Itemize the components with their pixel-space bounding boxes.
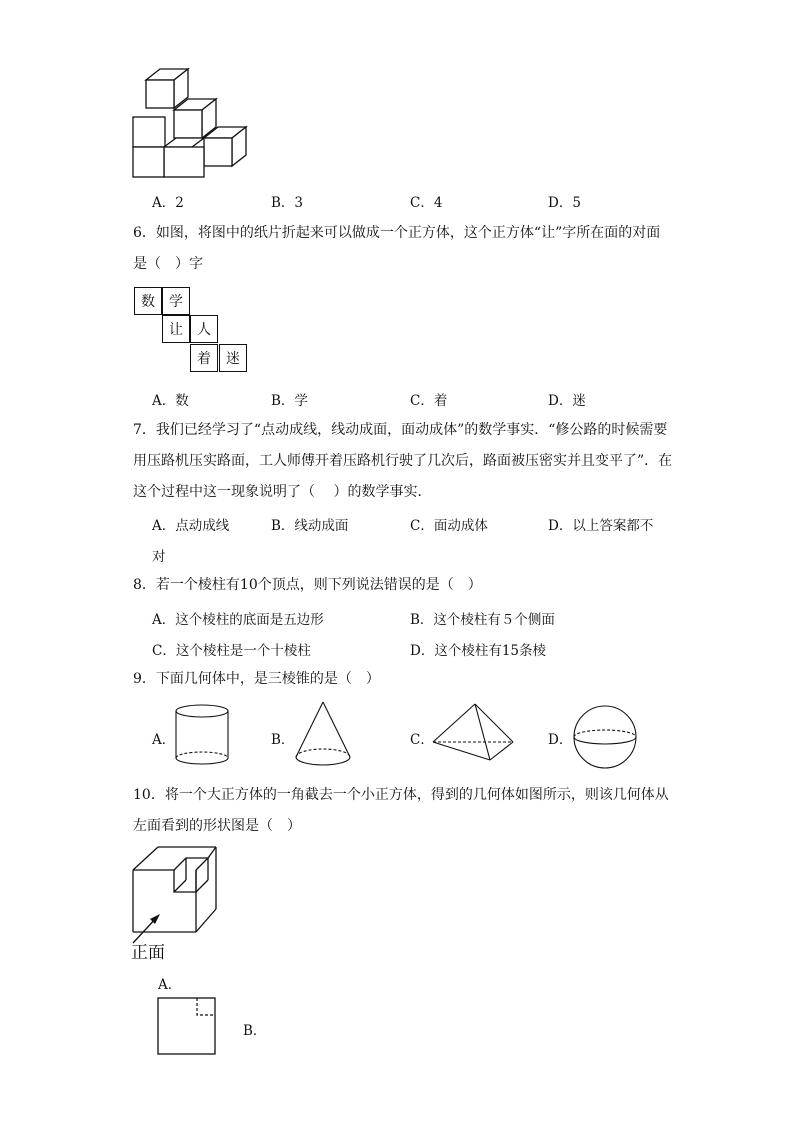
net-cell: 学 [162, 287, 190, 315]
net-cell: 数 [134, 287, 162, 315]
q10-option-a[interactable]: A． [158, 977, 182, 993]
net-cell: 让 [162, 315, 190, 343]
net-cell: 人 [190, 315, 218, 343]
q7-option-c[interactable]: C．面动成体 [410, 518, 488, 534]
q8-option-b[interactable]: B．这个棱柱有５个侧面 [410, 612, 555, 628]
net-cell: 迷 [219, 344, 247, 372]
q6-stem-line1: 6．如图，将图中的纸片折起来可以做成一个正方体，这个正方体“让”字所在面的对面 [133, 225, 661, 241]
q6-option-d[interactable]: D．迷 [548, 393, 586, 409]
q9-option-d[interactable]: D． [548, 732, 573, 748]
q5-option-a[interactable]: A．2 [152, 195, 184, 211]
q7-stem-line2: 用压路机压实路面，工人师傅开着压路机行驶了几次后，路面被压密实并且变平了”．在 [133, 453, 673, 469]
q5-option-b[interactable]: B．3 [271, 195, 304, 211]
q9-option-a[interactable]: A． [152, 732, 176, 748]
q10-stem-line2: 左面看到的形状图是（ ） [133, 818, 301, 834]
q8-option-c[interactable]: C．这个棱柱是一个十棱柱 [152, 643, 311, 659]
q5-option-c[interactable]: C．4 [410, 195, 443, 211]
q6-option-b[interactable]: B．学 [271, 393, 308, 409]
q10-stem-line1: 10．将一个大正方体的一角截去一个小正方体，得到的几何体如图所示，则该几何体从 [133, 787, 669, 803]
q9-stem: 9．下面几何体中，是三棱锥的是（ ） [133, 671, 380, 687]
q7-stem-line1: 7．我们已经学习了“点动成线，线动成面，面动成体”的数学事实．“修公路的时候需要 [133, 422, 668, 438]
q7-option-d[interactable]: D．以上答案都不 [548, 518, 654, 534]
q6-option-a[interactable]: A．数 [152, 393, 189, 409]
front-label: 正面 [131, 943, 165, 963]
q8-option-a[interactable]: A．这个棱柱的底面是五边形 [152, 612, 324, 628]
q7-option-b[interactable]: B．线动成面 [271, 518, 349, 534]
q7-option-d-wrap: 对 [152, 549, 166, 565]
q8-stem: 8．若一个棱柱有10个顶点，则下列说法错误的是（ ） [133, 577, 482, 593]
q8-option-d[interactable]: D．这个棱柱有15条棱 [410, 643, 547, 659]
q7-stem-line3: 这个过程中这一现象说明了（ ）的数学事实． [133, 484, 432, 500]
q6-option-c[interactable]: C．着 [410, 393, 448, 409]
q5-option-d[interactable]: D．5 [548, 195, 581, 211]
q10-option-b[interactable]: B． [243, 1023, 267, 1039]
q9-option-c[interactable]: C． [410, 732, 434, 748]
net-cell: 着 [190, 344, 218, 372]
q7-option-a[interactable]: A．点动成线 [152, 518, 230, 534]
q9-option-b[interactable]: B． [271, 732, 295, 748]
q6-stem-line2: 是（ ）字 [133, 256, 203, 272]
